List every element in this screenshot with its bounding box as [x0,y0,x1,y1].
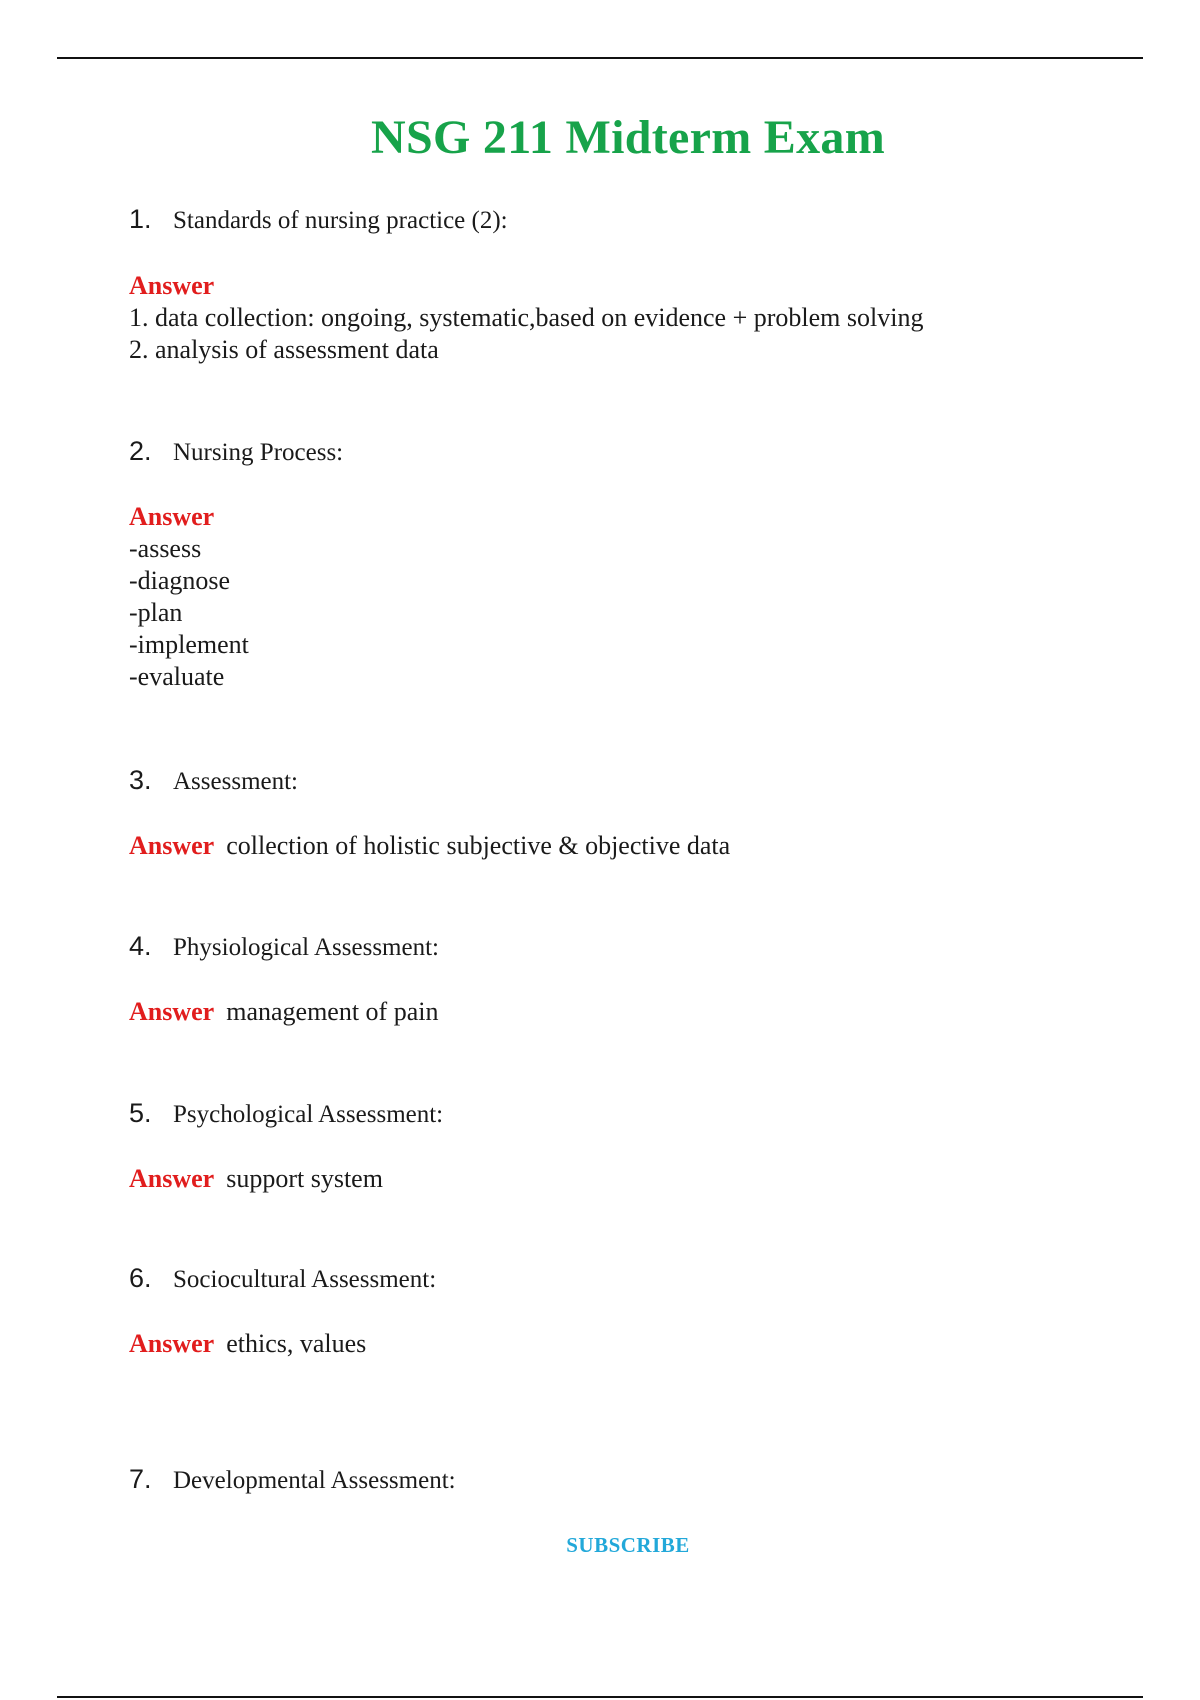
top-rule [57,57,1143,59]
question-4 [129,931,439,962]
subscribe-link[interactable]: SUBSCRIBE [566,1533,690,1557]
answer-2 [129,501,249,693]
answer-6 [129,1328,366,1360]
question-text: Developmental Assessment: [173,1467,456,1494]
answer-1 [129,270,923,366]
question-6 [129,1263,436,1294]
answer-text: collection of holistic subjective & objective data [226,831,731,860]
answer-3 [129,830,730,862]
question-text: Physiological Assessment: [173,934,439,961]
question-text: Psychological Assessment: [173,1101,444,1128]
answer-line: -assess [129,534,202,563]
answer-label: Answer [129,271,215,300]
question-1 [129,204,508,235]
question-number: 3. [129,765,152,795]
question-number: 7. [129,1464,152,1494]
answer-line: -implement [129,630,249,659]
answer-label: Answer [129,502,215,531]
question-2 [129,436,343,467]
answer-label: Answer [129,1329,215,1358]
answer-line: -plan [129,598,183,627]
question-5 [129,1098,443,1129]
answer-line: -evaluate [129,662,225,691]
answer-line: 2. analysis of assessment data [129,335,439,364]
question-number: 1. [129,204,152,234]
answer-text: ethics, values [226,1329,367,1358]
answer-text: support system [226,1164,383,1193]
answer-line: 1. data collection: ongoing, systematic,based on evidence + problem solving [129,303,924,332]
question-number: 2. [129,436,152,466]
page-title: NSG 211 Midterm Exam [371,111,885,164]
question-number: 4. [129,931,152,961]
question-text: Standards of nursing practice (2): [173,207,508,234]
question-text: Assessment: [173,768,298,795]
answer-label: Answer [129,1164,215,1193]
question-7 [129,1464,456,1495]
answer-5 [129,1163,383,1195]
answer-text: management of pain [226,997,439,1026]
question-number: 5. [129,1098,152,1128]
question-number: 6. [129,1263,152,1293]
question-text: Sociocultural Assessment: [173,1266,437,1293]
answer-4 [129,996,438,1028]
answer-line: -diagnose [129,566,231,595]
bottom-rule [57,1696,1143,1698]
answer-label: Answer [129,831,215,860]
question-text: Nursing Process: [173,439,344,466]
answer-label: Answer [129,997,215,1026]
question-3 [129,765,298,796]
